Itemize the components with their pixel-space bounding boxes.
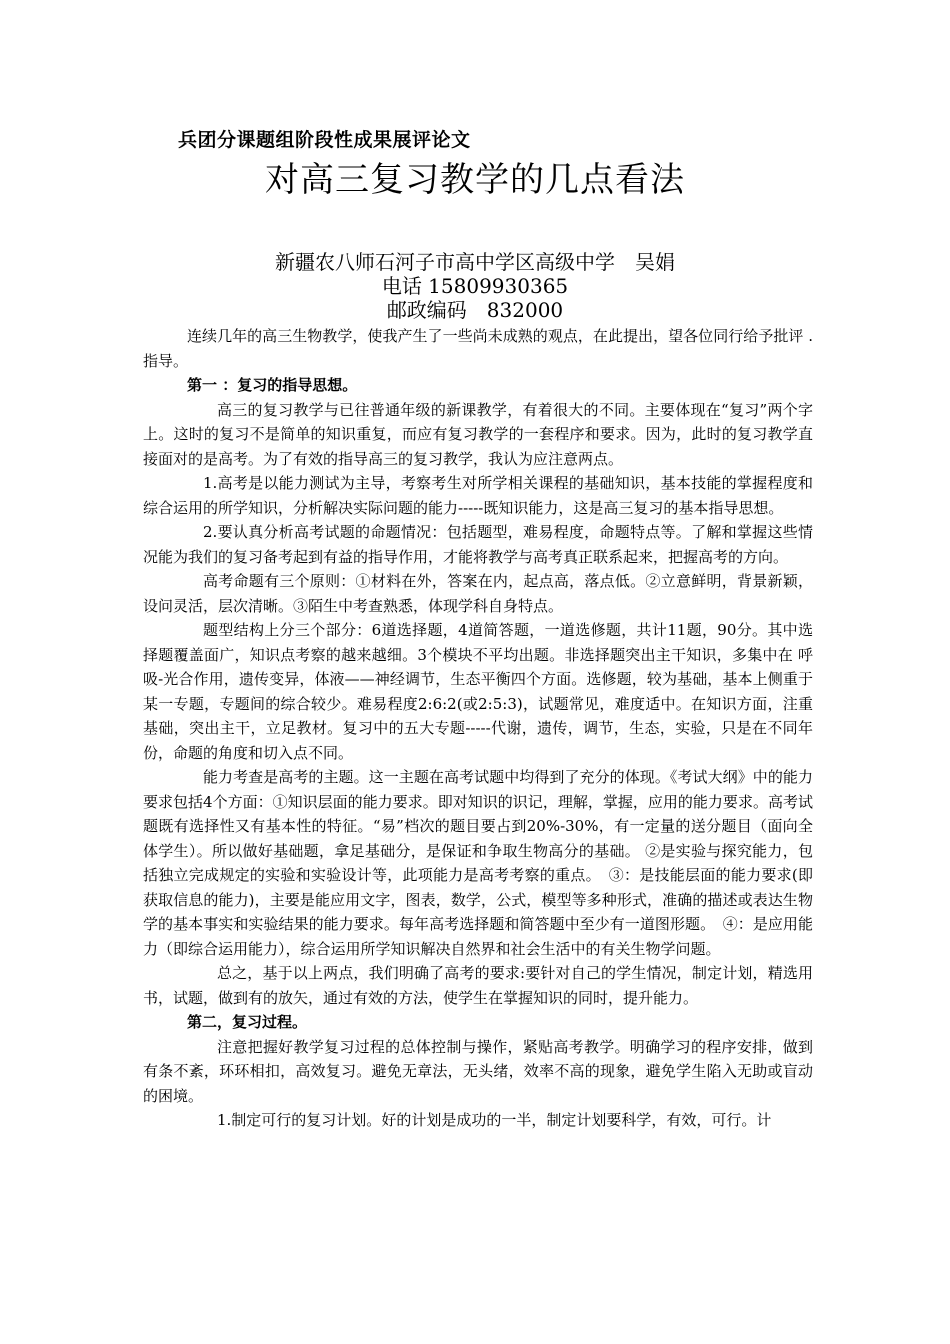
- body-paragraph: 高三的复习教学与已往普通年级的新课教学，有着很大的不同。主要体现在“复习”两个字上。这时的复习不是简单的知识重复，而应有复习教学的一套程序和要求。因为，此时的复习教学直接面对的是高考。为了有效的指导高三的复习教学，我认为应注意两点。: [143, 400, 813, 468]
- paper-body: [143, 324, 813, 1133]
- body-paragraph: 注意把握好教学复习过程的总体控制与操作，紧贴高考教学。明确学习的程序安排，做到有条不紊，环环相扣，高效复习。避免无章法，无头绪，效率不高的现象，避免学生陷入无助或盲动的困境。: [143, 1037, 813, 1105]
- author-phone: 电话 15809930365: [381, 274, 569, 298]
- body-paragraph: 2.要认真分析高考试题的命题情况：包括题型，难易程度，命题特点等。了解和掌握这些情况能为我们的复习备考起到有益的指导作用，才能将教学与高考真正联系起来，把握高考的方向。: [143, 523, 813, 566]
- section-heading-2: 第二，复习过程。: [187, 1013, 308, 1031]
- intro-paragraph: 连续几年的高三生物教学，使我产生了一些尚未成熟的观点，在此提出，望各位同行给予批评 .指导。: [143, 327, 813, 370]
- paper-title: 对高三复习教学的几点看法: [265, 160, 685, 200]
- author-affiliation: 新疆农八师石河子市高中学区高级中学 吴娟: [275, 250, 675, 274]
- body-paragraph: 高考命题有三个原则：①材料在外，答案在内，起点高，落点低。②立意鲜明，背景新颖，设问灵活，层次清晰。③陌生中考查熟悉，体现学科自身特点。: [143, 572, 813, 615]
- body-paragraph: 能力考查是高考的主题。这一主题在高考试题中均得到了充分的体现。《考试大纲》中的能力要求包括4个方面：①知识层面的能力要求。即对知识的识记，理解，掌握，应用的能力要求。高考试题既有选择性又有基本性的特征。“易”档次的题目要占到20%-30%，有一定量的送分题目（面向全体学生）。所以做好基础题，拿足基础分，是保证和争取生物高分的基础。 ②是实验与探究能力，包括独立完成规定的实验和实验设计等，此项能力是高考考察的重点。 ③：是技能层面的能力要求(即获取信息的能力)，主要是能应用文字，图表，数学，公式，模型等多种形式，准确的描述或表达生物学的基本事实和实验结果的能力要求。每年高考选择题和简答题中至少有一道图形题。 ④：是应用能力（即综合运用能力），综合运用所学知识解决自然界和社会生活中的有关生物学问题。: [143, 768, 813, 958]
- section-heading-1: 第一 ：复习的指导思想。: [187, 376, 358, 394]
- author-postal-code: 邮政编码 832000: [386, 298, 564, 322]
- body-paragraph: 题型结构上分三个部分：6道选择题，4道简答题，一道选修题，共计11题，90分。其中选择题覆盖面广，知识点考察的越来越细。3个模块不平均出题。非选择题突出主干知识，多集中在 呼吸-光合作用，遗传变异，体液——神经调节，生态平衡四个方面。选修题，较为基础，基本上侧重于某一专题，专题间的综合较少。难易程度2:6:2(或2:5:3)，试题常见，难度适中。在知识方面，注重基础，突出主干，立足教材。复习中的五大专题-----代谢，遗传，调节，生态，实验，只是在不同年份，命题的角度和切入点不同。: [143, 621, 813, 762]
- body-paragraph: 1.高考是以能力测试为主导，考察考生对所学相关课程的基础知识，基本技能的掌握程度和综合运用的所学知识，分析解决实际问题的能力-----既知识能力，这是高三复习的基本指导思想。: [143, 474, 813, 517]
- body-paragraph: 1.制定可行的复习计划。好的计划是成功的一半，制定计划要科学，有效，可行。计: [217, 1111, 772, 1129]
- body-paragraph: 总之，基于以上两点，我们明确了高考的要求:要针对自己的学生情况，制定计划，精选用书，试题，做到有的放矢，通过有效的方法，使学生在掌握知识的同时，提升能力。: [143, 964, 813, 1007]
- paper-subtitle: 兵团分课题组阶段性成果展评论文: [178, 129, 471, 151]
